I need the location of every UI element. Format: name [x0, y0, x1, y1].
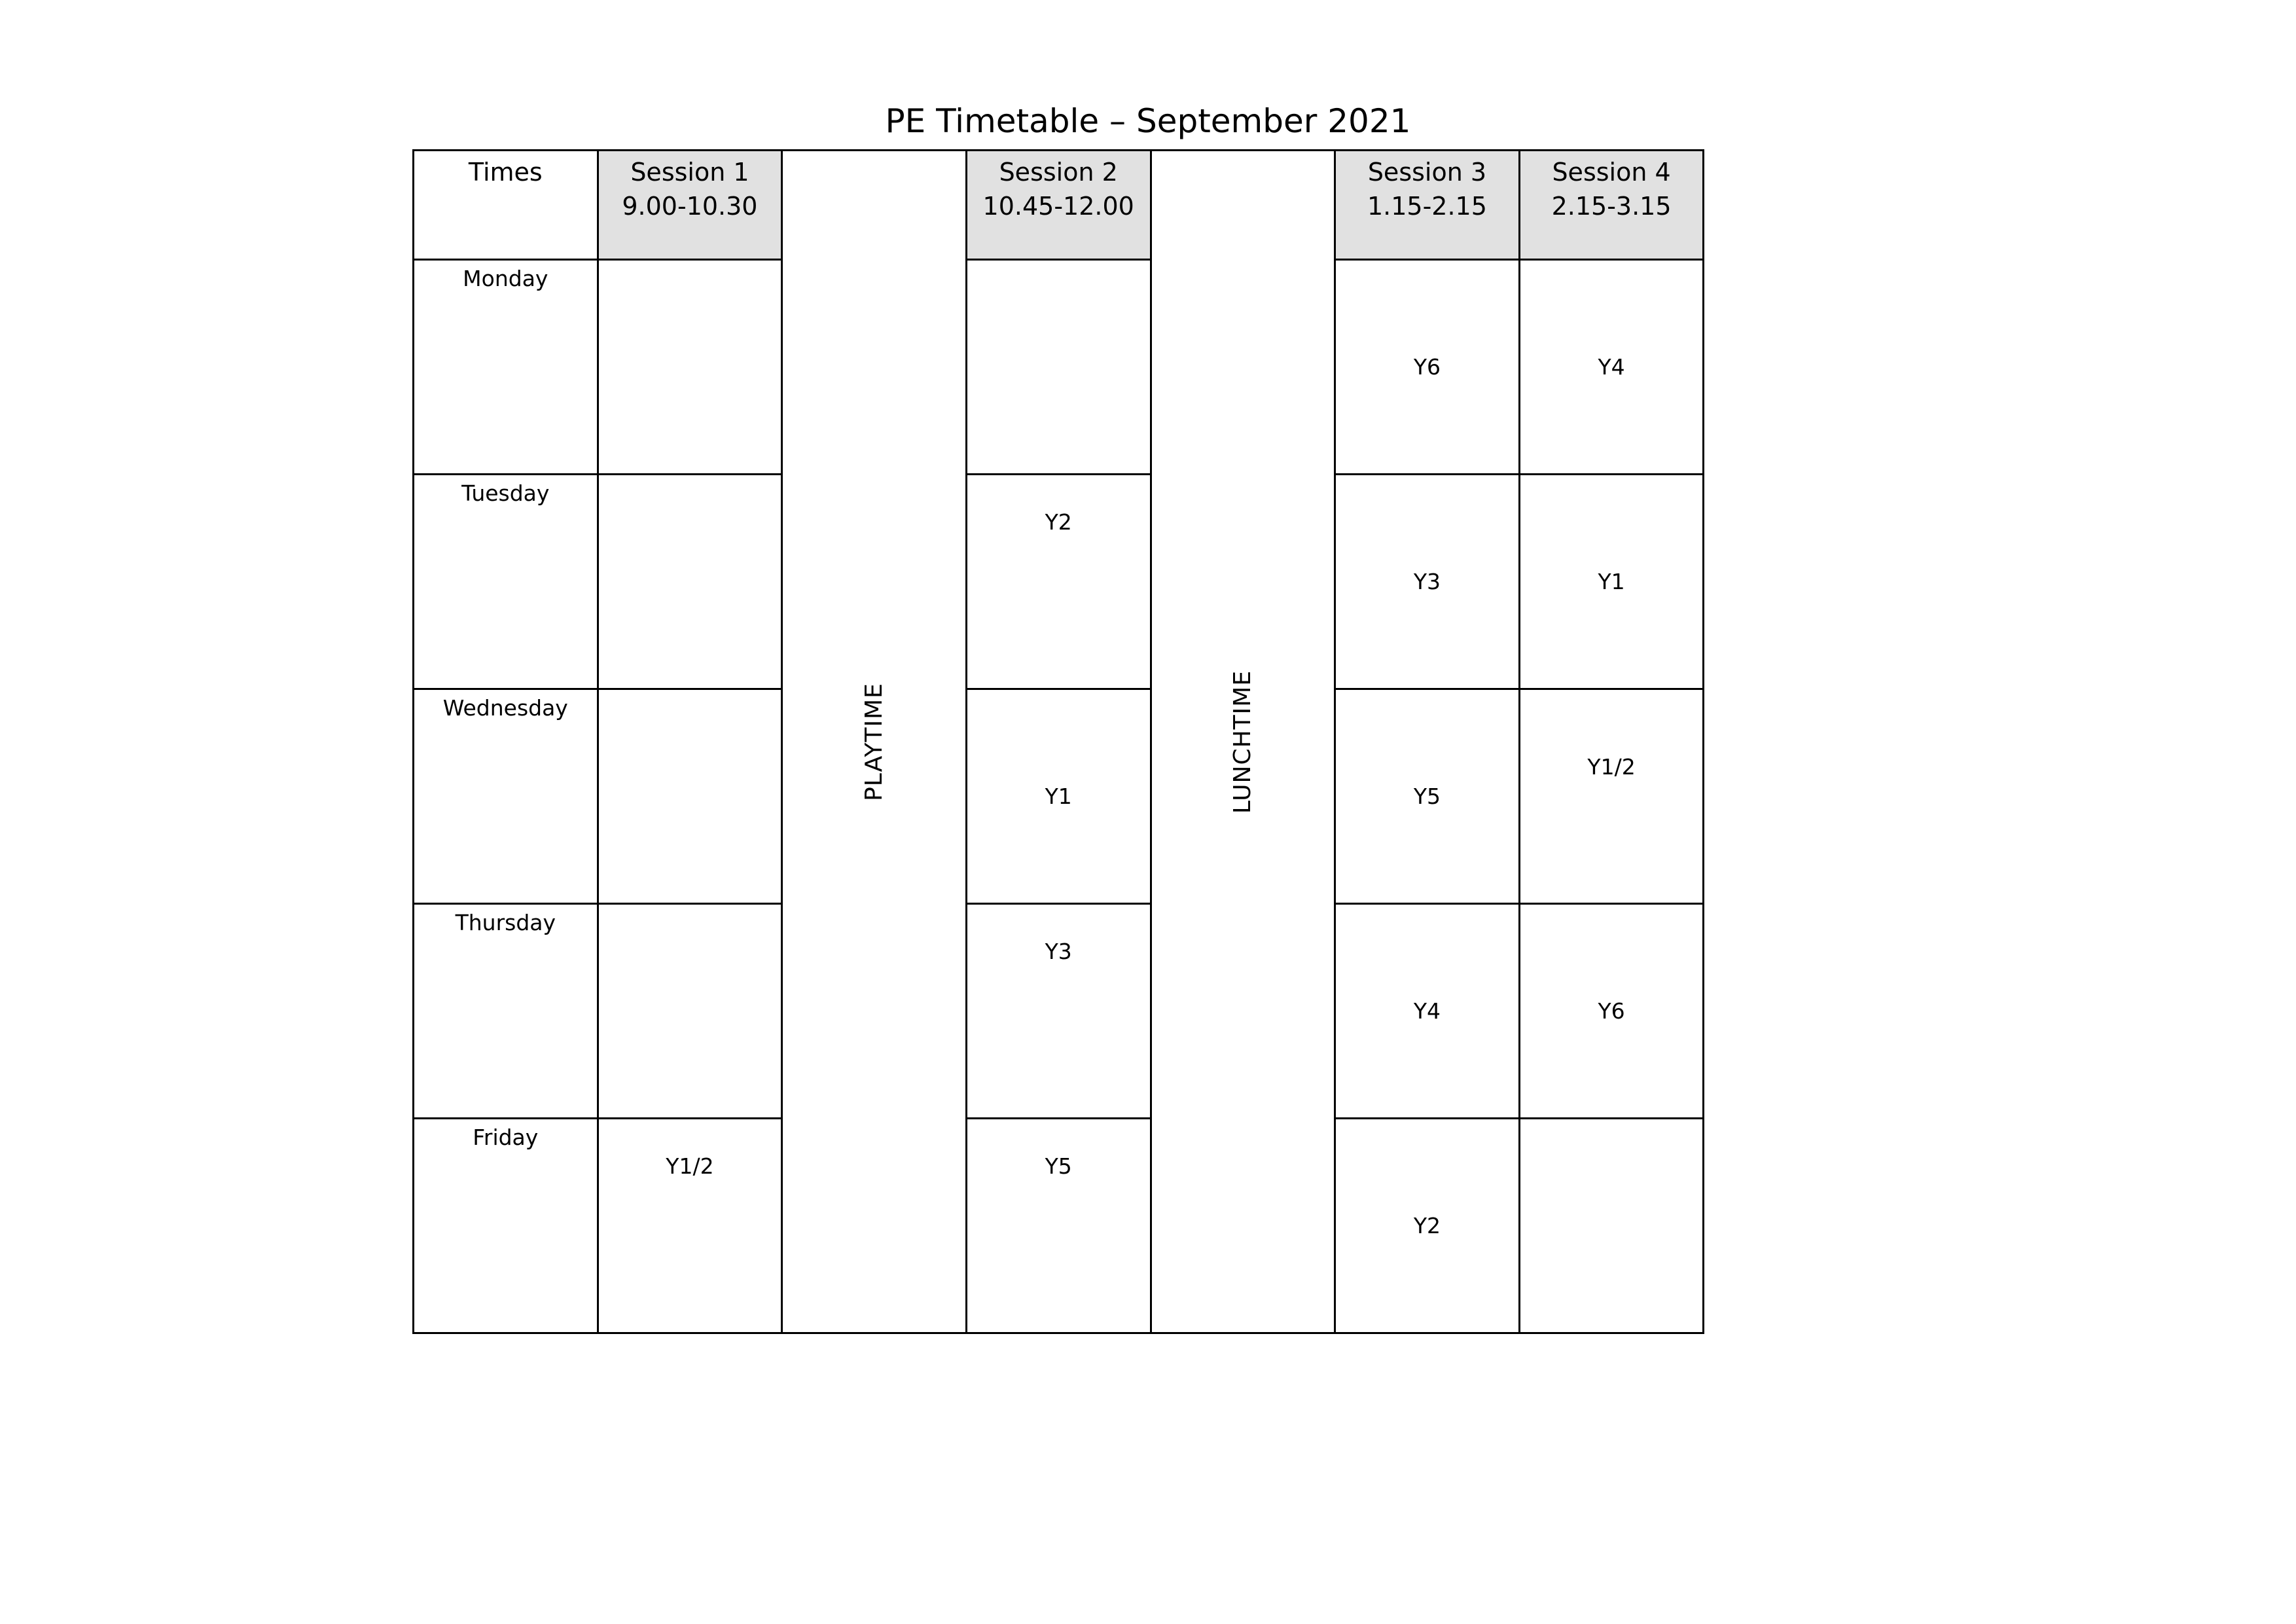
session-2-name: Session 2 — [999, 158, 1118, 187]
session-3-header — [1335, 151, 1520, 260]
tuesday-session-2: Y2 — [966, 475, 1151, 689]
timetable — [412, 149, 1889, 1334]
wednesday-session-1 — [598, 689, 782, 904]
session-2-time: 10.45-12.00 — [982, 192, 1134, 221]
session-1-header — [598, 151, 782, 260]
lunchtime-column — [1151, 151, 1335, 1333]
day-label-wednesday: Wednesday — [414, 689, 598, 904]
day-label-tuesday: Tuesday — [414, 475, 598, 689]
session-1-name: Session 1 — [630, 158, 749, 187]
playtime-label: PLAYTIME — [861, 682, 888, 801]
friday-session-3: Y2 — [1335, 1119, 1520, 1333]
session-4-time: 2.15-3.15 — [1551, 192, 1672, 221]
times-header — [414, 151, 598, 260]
wednesday-session-3: Y5 — [1335, 689, 1520, 904]
monday-session-4: Y4 — [1519, 260, 1704, 475]
tuesday-session-3: Y3 — [1335, 475, 1520, 689]
thursday-session-3: Y4 — [1335, 904, 1520, 1119]
tuesday-session-4: Y1 — [1519, 475, 1704, 689]
thursday-session-2: Y3 — [966, 904, 1151, 1119]
lunchtime-label: LUNCHTIME — [1229, 670, 1257, 814]
wednesday-session-2: Y1 — [966, 689, 1151, 904]
session-3-time: 1.15-2.15 — [1367, 192, 1487, 221]
playtime-column — [782, 151, 967, 1333]
session-3-name: Session 3 — [1367, 158, 1487, 187]
friday-session-1: Y1/2 — [598, 1119, 782, 1333]
monday-session-3: Y6 — [1335, 260, 1520, 475]
header-row — [414, 151, 1888, 260]
session-4-header — [1519, 151, 1704, 260]
friday-session-2: Y5 — [966, 1119, 1151, 1333]
thursday-session-1 — [598, 904, 782, 1119]
monday-session-2 — [966, 260, 1151, 475]
thursday-session-4: Y6 — [1519, 904, 1704, 1119]
day-label-friday: Friday — [414, 1119, 598, 1333]
page-title: PE Timetable – September 2021 — [885, 102, 1411, 140]
session-4-name: Session 4 — [1552, 158, 1671, 187]
day-label-monday: Monday — [414, 260, 598, 475]
times-header-label: Times — [468, 158, 543, 187]
wednesday-session-4: Y1/2 — [1519, 689, 1704, 904]
day-label-thursday: Thursday — [414, 904, 598, 1119]
monday-session-1 — [598, 260, 782, 475]
tuesday-session-1 — [598, 475, 782, 689]
session-2-header — [966, 151, 1151, 260]
friday-session-4 — [1519, 1119, 1704, 1333]
session-1-time: 9.00-10.30 — [622, 192, 758, 221]
